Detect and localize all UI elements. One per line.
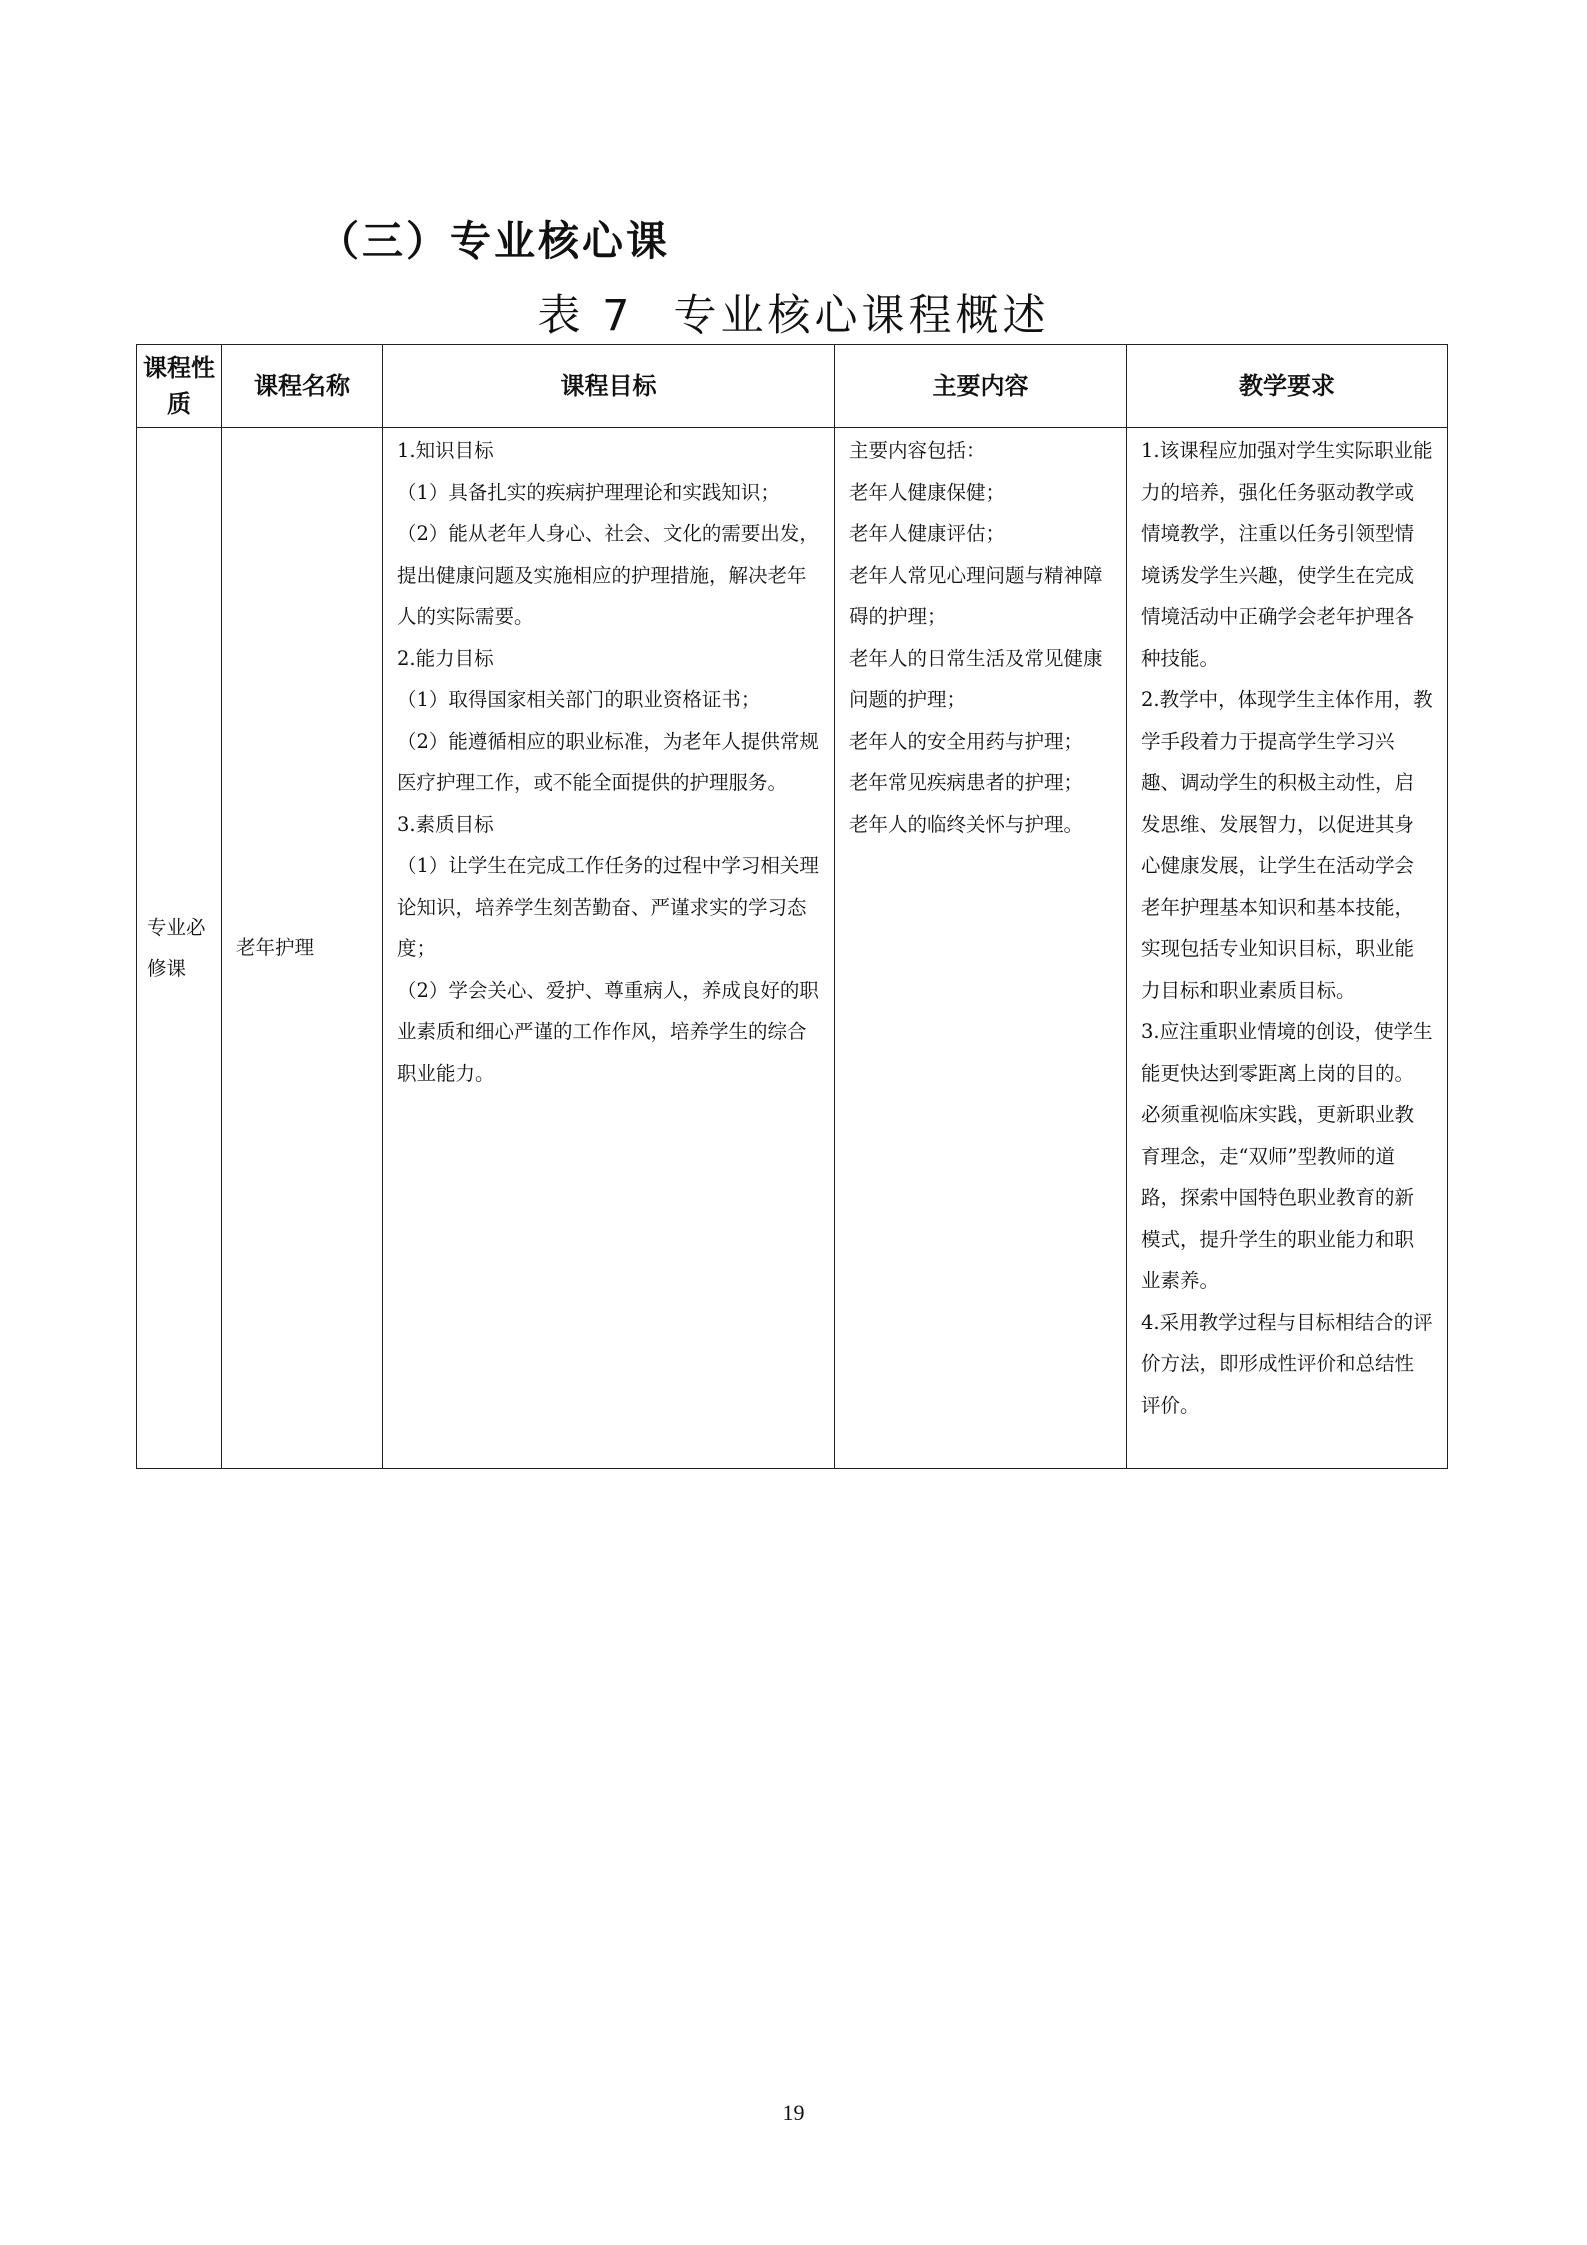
table-row xyxy=(137,428,1448,1469)
content-line: 老年人健康保健； xyxy=(849,480,1006,504)
cell-course-objectives xyxy=(383,428,835,1469)
objective-line: （1）让学生在完成工作任务的过程中学习相关理论知识，培养学生刻苦勤奋、严谨求实的学习态度； xyxy=(397,854,819,960)
content-line: 老年人常见心理问题与精神障碍的护理； xyxy=(849,563,1103,628)
table-caption-number: 表 7 xyxy=(537,291,634,341)
table-caption xyxy=(0,282,1587,343)
section-heading: （三）专业核心课 xyxy=(318,217,670,265)
header-course-nature: 课程性质 xyxy=(137,345,222,428)
content-line: 主要内容包括： xyxy=(849,439,986,462)
objective-line: （2）能遵循相应的职业标准，为老年人提供常规医疗护理工作，或不能全面提供的护理服务。 xyxy=(397,729,819,794)
content-line: 老年人的安全用药与护理； xyxy=(849,729,1084,753)
objective-line: （2）能从老年人身心、社会、文化的需要出发，提出健康问题及实施相应的护理措施，解决老年人的实际需要。 xyxy=(397,522,819,628)
content-line: 老年人的日常生活及常见健康问题的护理； xyxy=(849,646,1103,711)
cell-course-name: 老年护理 xyxy=(222,428,383,1469)
objective-line: 2.能力目标 xyxy=(397,646,494,670)
objective-line: （1）具备扎实的疾病护理理论和实践知识； xyxy=(397,480,780,504)
requirement-line: 3.应注重职业情境的创设，使学生能更快达到零距离上岗的目的。必须重视临床实践，更新职业教育理念，走“双师”型教师的道路，探索中国特色职业教育的新模式，提升学生的职业能力和职业素养。 xyxy=(1141,1020,1433,1292)
table-header-row xyxy=(137,345,1448,428)
cell-teaching-requirements xyxy=(1127,428,1448,1469)
requirement-line: 1.该课程应加强对学生实际职业能力的培养，强化任务驱动教学或情境教学，注重以任务引领型情境诱发学生兴趣，使学生在完成情境活动中正确学会老年护理各种技能。 xyxy=(1141,439,1433,670)
table-caption-title: 专业核心课程概述 xyxy=(673,291,1050,341)
objective-line: （2）学会关心、爱护、尊重病人，养成良好的职业素质和细心严谨的工作作风，培养学生的综合职业能力。 xyxy=(397,978,819,1085)
objective-line: 1.知识目标 xyxy=(397,439,494,462)
cell-course-nature: 专业必修课 xyxy=(137,428,222,1469)
course-overview-table xyxy=(136,344,1448,1469)
header-teaching-requirements: 教学要求 xyxy=(1127,345,1448,428)
requirement-line: 2.教学中，体现学生主体作用，教学手段着力于提高学生学习兴趣、调动学生的积极主动性，启发思维、发展智力，以促进其身心健康发展，让学生在活动学会老年护理基本知识和基本技能，实现包括专业知识目标，职业能力目标和职业素质目标。 xyxy=(1141,688,1433,1002)
content-line: 老年常见疾病患者的护理； xyxy=(849,771,1084,794)
cell-main-content xyxy=(835,428,1127,1469)
content-line: 老年人的临终关怀与护理。 xyxy=(849,812,1084,836)
header-main-content: 主要内容 xyxy=(835,345,1127,428)
header-course-objectives: 课程目标 xyxy=(383,345,835,428)
page-number: 19 xyxy=(782,2100,805,2125)
objective-line: 3.素质目标 xyxy=(397,812,494,836)
objective-line: （1）取得国家相关部门的职业资格证书； xyxy=(397,688,761,711)
content-line: 老年人健康评估； xyxy=(849,522,1006,545)
requirement-line: 4.采用教学过程与目标相结合的评价方法，即形成性评价和总结性评价。 xyxy=(1141,1310,1433,1417)
header-course-name: 课程名称 xyxy=(222,345,383,428)
